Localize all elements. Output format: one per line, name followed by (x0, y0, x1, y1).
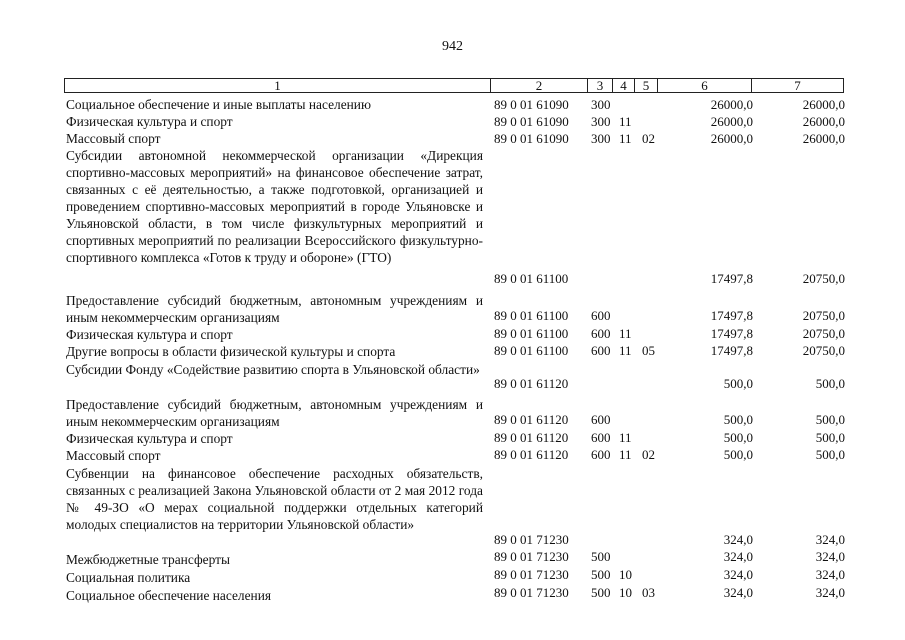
row-code: 89 0 01 61090 (494, 131, 569, 146)
row-col-4: 10 (619, 567, 632, 582)
row-code: 89 0 01 61120 (494, 447, 569, 462)
row-col-3: 300 (591, 131, 611, 146)
row-code: 89 0 01 61120 (494, 412, 569, 427)
header-col-4: 4 (620, 78, 627, 93)
row-col-4: 10 (619, 585, 632, 600)
row-description: Социальное обеспечение населения (66, 588, 272, 603)
row-description: Социальное обеспечение и иные выплаты населению (66, 97, 371, 112)
row-description: Субсидии автономной некоммерческой организации «Дирекция спортивно-массовых мероприятий» на финансовое обеспечение затрат, связанных с её деятельностью, а также подготовкой, организацией и проведением спортивно-массовых мероприятий в городе Ульяновске и Ульяновской области, в том числе физкультурных мероприятий и спортивных мероприятий по реализации Всероссийского физкультурно-спортивного комплекса «Готов к труду и обороне» (ГТО) (66, 148, 483, 265)
row-code: 89 0 01 61120 (494, 376, 569, 391)
row-col-4: 11 (619, 326, 632, 341)
row-col-3: 600 (591, 326, 611, 341)
row-value-7: 500,0 (815, 430, 845, 445)
row-value-6: 500,0 (723, 430, 753, 445)
row-description: Массовый спорт (66, 131, 161, 146)
row-code: 89 0 01 61100 (494, 326, 569, 341)
row-col-4: 11 (619, 343, 632, 358)
row-description: Другие вопросы в области физической культуры и спорта (66, 344, 396, 359)
row-value-7: 324,0 (815, 532, 845, 547)
row-code: 89 0 01 71230 (494, 567, 569, 582)
row-value-7: 26000,0 (802, 131, 845, 146)
row-col-3: 600 (591, 447, 611, 462)
row-value-6: 500,0 (723, 412, 753, 427)
row-value-6: 17497,8 (710, 271, 753, 286)
row-code: 89 0 01 71230 (494, 549, 569, 564)
row-col-3: 600 (591, 412, 611, 427)
row-value-6: 17497,8 (710, 326, 753, 341)
header-col-1: 1 (274, 78, 281, 93)
row-description: Социальная политика (66, 570, 191, 585)
header-col-3: 3 (596, 78, 604, 93)
row-description: Физическая культура и спорт (66, 327, 233, 342)
row-value-7: 26000,0 (802, 97, 845, 112)
row-value-6: 17497,8 (710, 308, 753, 323)
row-col-3: 600 (591, 430, 611, 445)
row-description: Массовый спорт (66, 448, 161, 463)
row-value-7: 500,0 (815, 447, 845, 462)
row-value-7: 20750,0 (802, 326, 845, 341)
row-value-6: 26000,0 (710, 114, 753, 129)
row-value-7: 324,0 (815, 567, 845, 582)
row-value-6: 500,0 (723, 447, 753, 462)
header-col-7: 7 (794, 78, 801, 93)
row-value-6: 26000,0 (710, 131, 753, 146)
row-description: Межбюджетные трансферты (66, 552, 230, 567)
row-value-6: 324,0 (723, 567, 753, 582)
header-col-2: 2 (535, 78, 543, 93)
row-code: 89 0 01 61090 (494, 97, 569, 112)
row-description: Предоставление субсидий бюджетным, автономным учреждениям и иным некоммерческим организациям (66, 397, 483, 429)
row-col-4: 11 (619, 131, 632, 146)
row-description: Субвенции на финансовое обеспечение расходных обязательств, связанных с реализацией Закона Ульяновской области от 2 мая 2012 года № 49-ЗО «О мерах социальной поддержки отдельных категорий молодых специалистов на территории Ульяновской области» (66, 466, 483, 532)
row-code: 89 0 01 61100 (494, 308, 569, 323)
row-code: 89 0 01 61090 (494, 114, 569, 129)
row-code: 89 0 01 61120 (494, 430, 569, 445)
row-col-3: 500 (591, 567, 611, 582)
row-code: 89 0 01 71230 (494, 585, 569, 600)
row-value-6: 500,0 (723, 376, 753, 391)
row-value-6: 17497,8 (710, 343, 753, 358)
row-value-6: 324,0 (723, 532, 753, 547)
row-value-7: 20750,0 (802, 343, 845, 358)
row-col-3: 500 (591, 585, 611, 600)
row-description: Предоставление субсидий бюджетным, автономным учреждениям и иным некоммерческим организациям (66, 293, 483, 325)
row-value-7: 500,0 (815, 376, 845, 391)
row-code: 89 0 01 61100 (494, 271, 569, 286)
row-value-7: 20750,0 (802, 271, 845, 286)
page-number: 942 (442, 39, 463, 54)
row-col-4: 11 (619, 447, 632, 462)
row-col-3: 500 (591, 549, 611, 564)
table-header (64, 78, 844, 93)
row-description: Физическая культура и спорт (66, 431, 233, 446)
row-value-7: 20750,0 (802, 308, 845, 323)
row-col-4: 11 (619, 114, 632, 129)
row-col-5: 05 (642, 343, 655, 358)
row-code: 89 0 01 61100 (494, 343, 569, 358)
row-value-7: 324,0 (815, 585, 845, 600)
row-col-3: 600 (591, 308, 611, 323)
row-description: Субсидии Фонду «Содействие развитию спорта в Ульяновской области» (66, 362, 480, 377)
row-col-3: 300 (591, 114, 611, 129)
row-col-4: 11 (619, 430, 632, 445)
row-col-3: 300 (591, 97, 611, 112)
row-value-7: 26000,0 (802, 114, 845, 129)
row-col-5: 02 (642, 131, 655, 146)
header-col-6: 6 (701, 78, 708, 93)
row-value-6: 324,0 (723, 549, 753, 564)
row-col-5: 02 (642, 447, 655, 462)
row-col-3: 600 (591, 343, 611, 358)
row-description: Физическая культура и спорт (66, 114, 233, 129)
row-value-6: 26000,0 (710, 97, 753, 112)
row-code: 89 0 01 71230 (494, 532, 569, 547)
row-value-6: 324,0 (723, 585, 753, 600)
header-col-5: 5 (642, 78, 650, 93)
row-value-7: 500,0 (815, 412, 845, 427)
row-value-7: 324,0 (815, 549, 845, 564)
row-col-5: 03 (642, 585, 655, 600)
